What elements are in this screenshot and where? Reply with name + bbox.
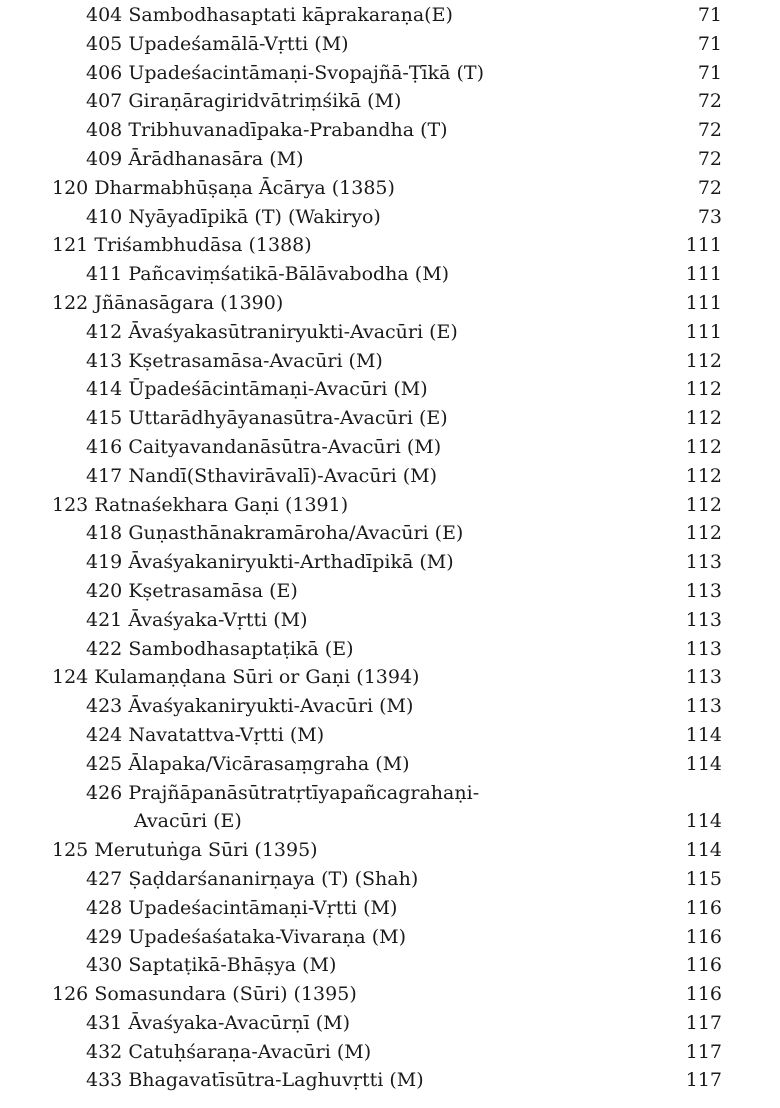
work-entry-row: [0, 577, 780, 606]
entry-number: 428: [86, 896, 123, 919]
entry-title-text: Giraṇāragiridvātriṃśikā (M): [128, 90, 402, 113]
entry-number: 411: [86, 263, 123, 286]
page-number: 112: [685, 493, 722, 516]
work-entry-row: [0, 145, 780, 174]
entry-number: 426: [86, 781, 123, 804]
entry-title-text: Kṣetrasamāsa-Avacūri (M): [128, 349, 383, 372]
page-number: 111: [685, 234, 722, 257]
work-entry-row: [0, 951, 780, 980]
page-number: 117: [685, 1011, 722, 1034]
entry-title-text: Sambodhasaptati kāprakaraṇa(E): [128, 4, 453, 26]
entry-continuation-row: [0, 807, 780, 836]
entry-title: [86, 750, 410, 779]
page-number: 112: [685, 435, 722, 458]
entry-title-text: Āvaśyakaniryukti-Arthadīpikā (M): [128, 551, 454, 574]
page-number: 116: [685, 896, 722, 919]
page-number: 114: [685, 810, 722, 833]
page-number: 73: [697, 205, 722, 228]
entry-title: [52, 663, 419, 692]
entry-title-text: Āvaśyaka-Avacūrṇī (M): [128, 1011, 351, 1034]
entry-title-text: Kṣetrasamāsa (E): [128, 579, 298, 602]
entry-title: [86, 462, 437, 491]
entry-number: 418: [86, 522, 123, 545]
work-entry-row: [0, 923, 780, 952]
entry-title: [86, 30, 349, 59]
entry-title-text: Upadeśacintāmaṇi-Vṛtti (M): [128, 896, 398, 919]
work-entry-row: [0, 519, 780, 548]
entry-title: [86, 721, 324, 750]
page-number: 113: [685, 666, 722, 689]
work-entry-row: [0, 404, 780, 433]
entry-title: [52, 174, 395, 203]
entry-number: 408: [86, 119, 123, 142]
page-number: 114: [685, 752, 722, 775]
entry-title: [86, 1009, 350, 1038]
entry-title: [86, 865, 418, 894]
author-heading-row: [0, 836, 780, 865]
work-entry-row: [0, 1066, 780, 1095]
entry-title-text: Āvaśyakaniryukti-Avacūri (M): [128, 695, 414, 718]
work-entry-row: [0, 1038, 780, 1067]
work-entry-row: [0, 635, 780, 664]
page-number: 117: [685, 1069, 722, 1092]
author-heading-row: [0, 231, 780, 260]
entry-title-text: Catuḥśaraṇa-Avacūri (M): [128, 1040, 372, 1063]
page-number: 113: [685, 579, 722, 602]
work-entry-row: [0, 750, 780, 779]
entry-title: [86, 318, 458, 347]
entry-title-text: Nyāyadīpikā (T) (Wakiryo): [128, 205, 381, 228]
entry-number: 122: [52, 291, 89, 314]
table-of-contents: [0, 1, 780, 1095]
entry-title-text: Ṣaḍdarśananirṇaya (T) (Shah): [128, 867, 419, 890]
entry-title-text: Caityavandanāsūtra-Avacūri (M): [128, 435, 442, 458]
author-heading-row: [0, 289, 780, 318]
page-number: 71: [697, 61, 722, 84]
entry-title: [86, 923, 406, 952]
entry-title-text: Prajñāpanāsūtratṛtīyapañcagrahaṇi-: [128, 781, 480, 804]
page-number: 111: [685, 320, 722, 343]
page-number: 112: [685, 349, 722, 372]
entry-number: 419: [86, 551, 123, 574]
page-number: 112: [685, 378, 722, 401]
author-heading-row: [0, 174, 780, 203]
entry-number: 417: [86, 464, 123, 487]
entry-number: 405: [86, 32, 123, 55]
entry-title: [86, 116, 448, 145]
entry-title-text: Upadeśaśataka-Vivaraṇa (M): [128, 925, 407, 948]
page-number: 111: [685, 263, 722, 286]
entry-title-text: Ratnaśekhara Gaṇi (1391): [94, 493, 349, 516]
entry-title: [86, 519, 463, 548]
entry-number: 126: [52, 983, 89, 1006]
work-entry-row: [0, 116, 780, 145]
entry-number: 427: [86, 867, 123, 890]
entry-title-text: Saptaṭikā-Bhāṣya (M): [128, 954, 337, 977]
entry-number: 425: [86, 752, 123, 775]
entry-number: 424: [86, 723, 123, 746]
work-entry-row: [0, 375, 780, 404]
entry-number: 123: [52, 493, 89, 516]
entry-title-text: Bhagavatīsūtra-Laghuvṛtti (M): [128, 1069, 424, 1092]
entry-title-text: Jñānasāgara (1390): [94, 291, 284, 314]
entry-number: 125: [52, 839, 89, 862]
work-entry-row: [0, 203, 780, 232]
entry-title-text: Pañcaviṃśatikā-Bālāvabodha (M): [128, 263, 450, 286]
page-number: 113: [685, 695, 722, 718]
entry-title: [86, 59, 484, 88]
page-number: 72: [697, 147, 722, 170]
entry-title: [52, 289, 283, 318]
entry-title: [86, 779, 479, 808]
entry-title-text: Nandī(Sthavirāvalī)-Avacūri (M): [128, 464, 438, 487]
entry-title: [86, 1, 453, 30]
entry-number: 414: [86, 378, 123, 401]
page-number: 117: [685, 1040, 722, 1063]
entry-title: [86, 433, 441, 462]
entry-number: 407: [86, 90, 123, 113]
entry-title: [86, 1038, 371, 1067]
work-entry-row: [0, 1009, 780, 1038]
work-entry-row: [0, 462, 780, 491]
work-entry-row: [0, 865, 780, 894]
work-entry-row: [0, 260, 780, 289]
work-entry-row: [0, 548, 780, 577]
page-number: 116: [685, 983, 722, 1006]
entry-title-text: Āvaśyaka-Vṛtti (M): [128, 608, 308, 631]
entry-title: [52, 836, 318, 865]
author-heading-row: [0, 980, 780, 1009]
page-number: 113: [685, 608, 722, 631]
page-number: 112: [685, 407, 722, 430]
entry-title: [86, 87, 401, 116]
work-entry-row: [0, 692, 780, 721]
work-entry-row: [0, 59, 780, 88]
entry-number: 406: [86, 61, 123, 84]
page-number: 114: [685, 723, 722, 746]
work-entry-row: [0, 779, 780, 808]
author-heading-row: [0, 491, 780, 520]
entry-number: 433: [86, 1069, 123, 1092]
entry-title-text: Navatattva-Vṛtti (M): [128, 723, 325, 746]
entry-number: 416: [86, 435, 123, 458]
entry-title-text: Upadeśacintāmaṇi-Svopajñā-Ṭīkā (T): [128, 61, 484, 84]
entry-number: 431: [86, 1011, 123, 1034]
entry-title-text: Ālapaka/Vicārasaṃgraha (M): [128, 752, 410, 775]
entry-title: [52, 980, 357, 1009]
entry-number: 121: [52, 234, 89, 257]
work-entry-row: [0, 721, 780, 750]
page-number: 113: [685, 637, 722, 660]
entry-title-text: Merutuṅga Sūri (1395): [94, 839, 318, 862]
entry-title-text: Uttarādhyāyanasūtra-Avacūri (E): [128, 407, 448, 430]
entry-title-text: Avacūri (E): [134, 810, 242, 833]
page-number: 71: [697, 4, 722, 26]
work-entry-row: [0, 433, 780, 462]
entry-title-text: Ārādhanasāra (M): [128, 147, 304, 170]
entry-title: [52, 491, 348, 520]
work-entry-row: [0, 318, 780, 347]
work-entry-row: [0, 347, 780, 376]
entry-title: [86, 203, 381, 232]
page-number: 72: [697, 176, 722, 199]
entry-title-text: Ūpadeśācintāmaṇi-Avacūri (M): [128, 378, 428, 401]
entry-number: 410: [86, 205, 123, 228]
entry-title: [86, 145, 304, 174]
work-entry-row: [0, 1, 780, 30]
entry-number: 124: [52, 666, 89, 689]
entry-title: [86, 260, 449, 289]
entry-number: 429: [86, 925, 123, 948]
entry-number: 409: [86, 147, 123, 170]
entry-number: 413: [86, 349, 123, 372]
work-entry-row: [0, 606, 780, 635]
entry-title-text: Triśambhudāsa (1388): [94, 234, 312, 257]
entry-title: [52, 231, 312, 260]
page-number: 116: [685, 925, 722, 948]
entry-number: 430: [86, 954, 123, 977]
entry-title-text: Tribhuvanadīpaka-Prabandha (T): [128, 119, 448, 142]
entry-title: [134, 807, 242, 836]
author-heading-row: [0, 663, 780, 692]
entry-title: [86, 894, 397, 923]
page-number: 111: [685, 291, 722, 314]
entry-title: [86, 404, 448, 433]
page-number: 112: [685, 464, 722, 487]
entry-title-text: Āvaśyakasūtraniryukti-Avacūri (E): [128, 320, 458, 343]
page-number: 115: [685, 867, 722, 890]
work-entry-row: [0, 87, 780, 116]
entry-number: 432: [86, 1040, 123, 1063]
entry-title-text: Sambodhasaptaṭikā (E): [128, 637, 354, 660]
page-number: 71: [697, 32, 722, 55]
entry-number: 404: [86, 4, 123, 26]
entry-number: 415: [86, 407, 123, 430]
page-number: 72: [697, 119, 722, 142]
entry-title: [86, 692, 413, 721]
entry-title: [86, 347, 383, 376]
work-entry-row: [0, 30, 780, 59]
entry-number: 412: [86, 320, 123, 343]
entry-number: 422: [86, 637, 123, 660]
entry-title: [86, 951, 336, 980]
entry-title: [86, 1066, 424, 1095]
entry-title: [86, 548, 454, 577]
entry-title-text: Upadeśamālā-Vṛtti (M): [128, 32, 349, 55]
entry-title-text: Somasundara (Sūri) (1395): [94, 983, 357, 1006]
page-number: 112: [685, 522, 722, 545]
entry-title-text: Kulamaṇḍana Sūri or Gaṇi (1394): [94, 666, 420, 689]
page-number: 72: [697, 90, 722, 113]
entry-title-text: Guṇasthānakramāroha/Avacūri (E): [128, 522, 464, 545]
entry-title: [86, 606, 308, 635]
page-number: 116: [685, 954, 722, 977]
entry-title: [86, 635, 354, 664]
entry-number: 420: [86, 579, 123, 602]
entry-number: 423: [86, 695, 123, 718]
entry-title: [86, 375, 428, 404]
page-number: 114: [685, 839, 722, 862]
entry-number: 120: [52, 176, 89, 199]
entry-title-text: Dharmabhūṣaṇa Ācārya (1385): [94, 176, 395, 199]
work-entry-row: [0, 894, 780, 923]
entry-title: [86, 577, 298, 606]
page-number: 113: [685, 551, 722, 574]
entry-number: 421: [86, 608, 123, 631]
